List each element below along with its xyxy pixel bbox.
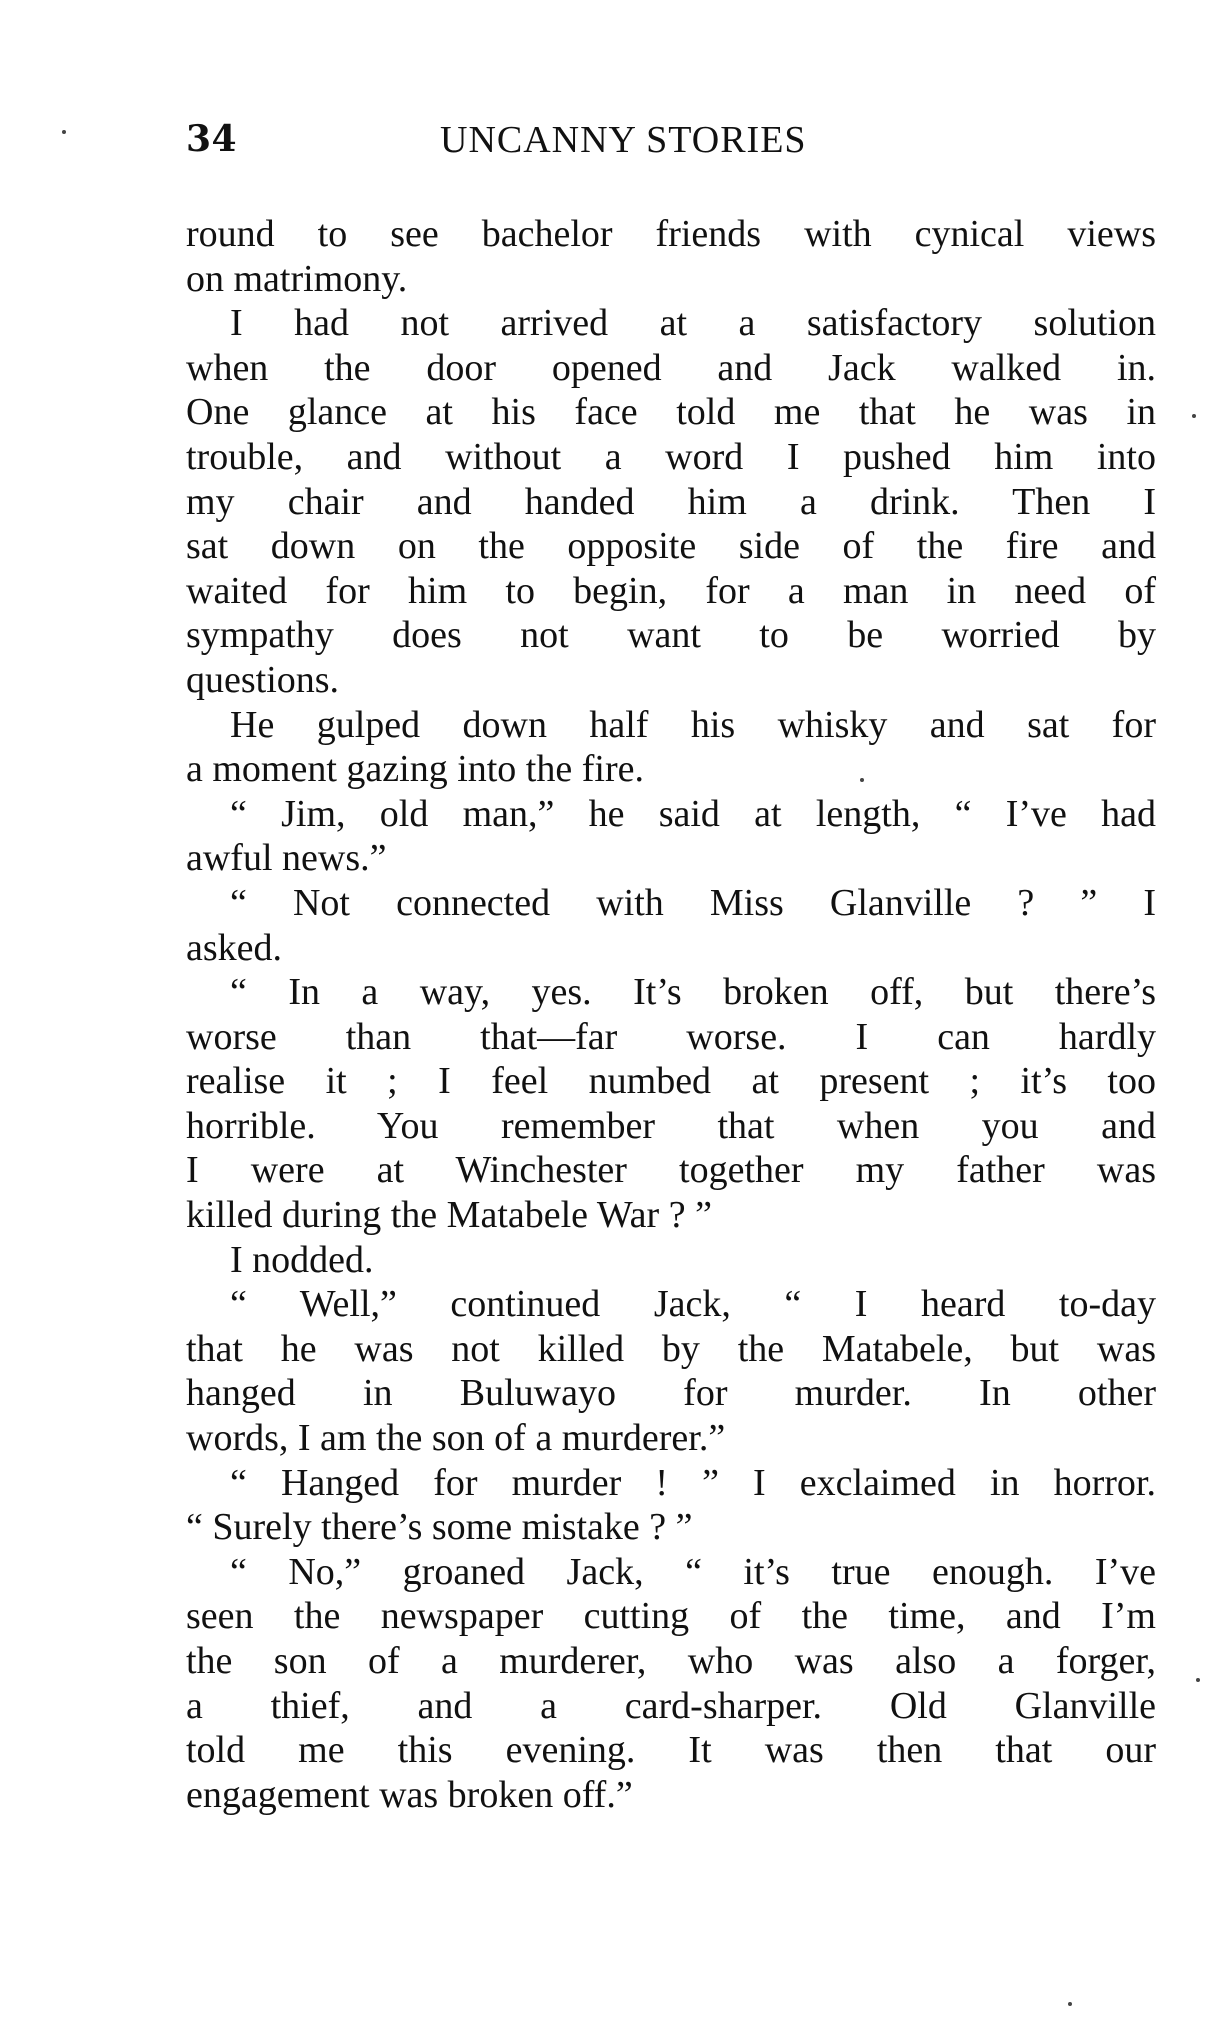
text-line: awful news.” [186, 837, 387, 880]
text-line: sat down on the opposite side of the fire and [186, 525, 1156, 568]
text-line: a moment gazing into the fire. [186, 748, 644, 791]
text-line: “ Hanged for murder ! ” I exclaimed in horror. [230, 1461, 1156, 1504]
page-number: 34 [186, 118, 238, 160]
text-line: “ Not connected with Miss Glanville ? ” I [230, 881, 1156, 924]
paper-speck [1196, 1678, 1200, 1682]
text-line: realise it ; I feel numbed at present ; it’s too [186, 1060, 1156, 1103]
text-line: words, I am the son of a murderer.” [186, 1417, 726, 1460]
text-line: worse than that—far worse. I can hardly [186, 1015, 1156, 1058]
text-line: round to see bachelor friends with cynical views [186, 213, 1156, 255]
paper-speck [860, 778, 864, 782]
text-line: killed during the Matabele War ? ” [186, 1194, 712, 1237]
text-line: “ In a way, yes. It’s broken off, but there’s [230, 971, 1156, 1014]
text-line: One glance at his face told me that he was in [186, 391, 1156, 434]
text-line: “ Jim, old man,” he said at length, “ I’ve had [230, 792, 1156, 835]
running-title: UNCANNY STORIES [440, 119, 807, 161]
text-line: when the door opened and Jack walked in. [186, 346, 1156, 389]
text-line: that he was not killed by the Matabele, but was [186, 1327, 1156, 1370]
text-line: sympathy does not want to be worried by [186, 614, 1156, 657]
text-line: waited for him to begin, for a man in need of [186, 569, 1156, 612]
paper-speck [62, 130, 66, 134]
text-line: “ No,” groaned Jack, “ it’s true enough. I’ve [230, 1550, 1156, 1593]
body-text [186, 212, 1156, 1817]
page-header [186, 118, 1156, 178]
text-line: the son of a murderer, who was also a forger, [186, 1640, 1156, 1682]
paper-speck [1068, 2002, 1072, 2006]
text-line: told me this evening. It was then that our [186, 1729, 1156, 1772]
text-line: on matrimony. [186, 257, 408, 300]
text-line: seen the newspaper cutting of the time, and I’m [186, 1595, 1156, 1638]
text-line: He gulped down half his whisky and sat for [230, 703, 1156, 746]
text-line: I nodded. [230, 1238, 374, 1281]
text-line: asked. [186, 926, 283, 969]
text-line: engagement was broken off.” [186, 1773, 633, 1816]
text-line: I had not arrived at a satisfactory solution [230, 302, 1156, 345]
text-line: I were at Winchester together my father was [186, 1149, 1156, 1192]
text-line: trouble, and without a word I pushed him into [186, 435, 1156, 478]
text-line: “ Well,” continued Jack, “ I heard to-day [230, 1283, 1156, 1326]
text-line: “ Surely there’s some mistake ? ” [186, 1506, 693, 1549]
text-line: a thief, and a card-sharper. Old Glanville [186, 1684, 1156, 1727]
text-line: hanged in Buluwayo for murder. In other [186, 1372, 1156, 1415]
text-line: my chair and handed him a drink. Then I [186, 480, 1156, 523]
paper-speck [1192, 414, 1196, 418]
text-line: questions. [186, 658, 340, 701]
text-line: horrible. You remember that when you and [186, 1104, 1156, 1147]
